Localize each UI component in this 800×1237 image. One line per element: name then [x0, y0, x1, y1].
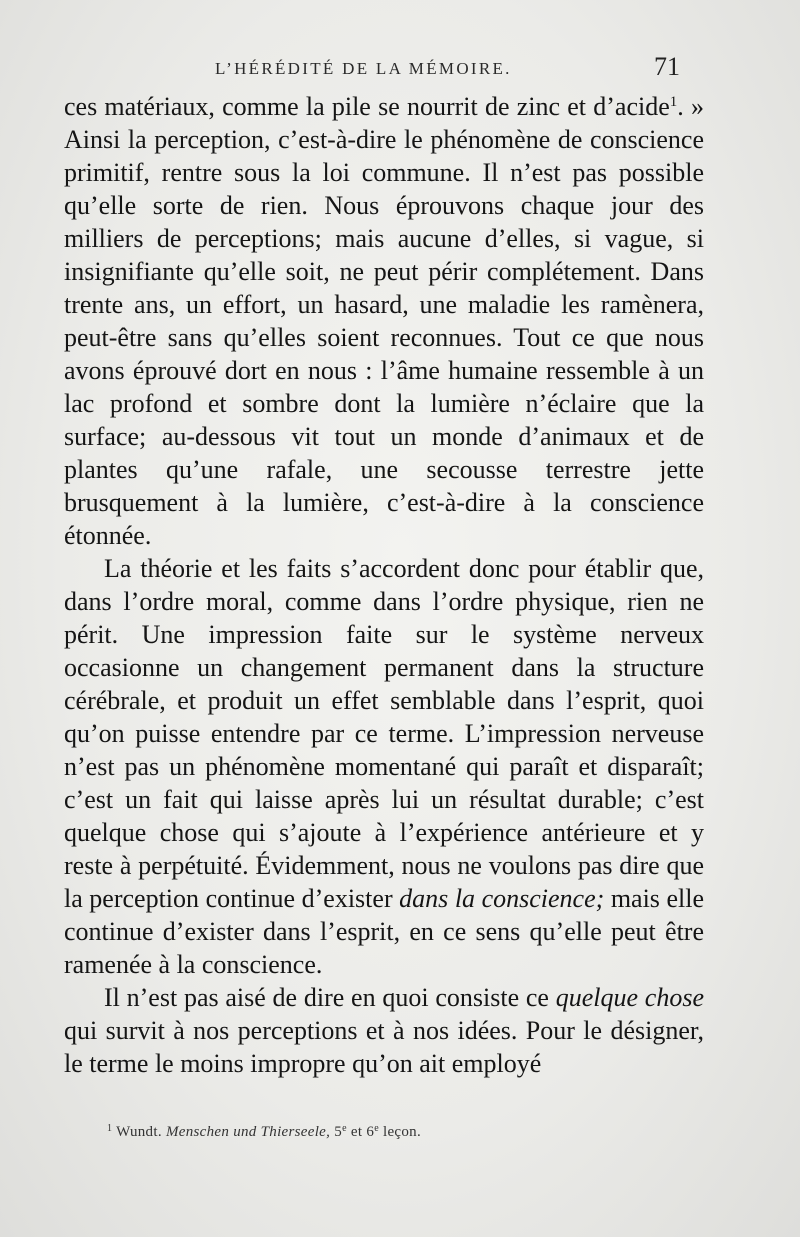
paragraph-2-text-a: La théorie et les faits s’accordent donc pour établir que, dans l’ordre moral, comme dans l’ordre physique, rien ne périt. Une impression faite sur le système nerveux occasionne un changement permanent dans la structure cérébrale, et produit un effet semblable dans l’esprit, quoi qu’on puisse entendre par ce terme. L’impression nerveuse n’est pas un phénomène momentané qui paraît et disparaît; c’est un fait qui laisse après lui un résultat durable; c’est quelque chose qui s’ajoute à l’expérience antérieure et y reste à perpétuité. Évidemment, nous ne voulons pas dire que la perception continue d’exister — [64, 554, 704, 913]
running-title: L’HÉRÉDITÉ DE LA MÉMOIRE. — [215, 59, 512, 78]
paragraph-1-text-a: ces matériaux, comme la pile se nourrit de zinc et d’acide — [64, 92, 670, 121]
paragraph-2-text-b: mais elle continue d’exister dans l’esprit, en ce sens qu’elle peut être ramenée à la conscience. — [64, 884, 704, 979]
paragraph-2 — [64, 552, 704, 981]
footnote-ref-6-sup: e — [374, 1123, 379, 1134]
footnote-author: Wundt. — [116, 1124, 162, 1140]
footnote-et: et — [350, 1124, 363, 1140]
body-text — [64, 90, 704, 1080]
paragraph-3 — [64, 981, 704, 1080]
paragraph-3-text-a: Il n’est pas aisé de dire en quoi consiste ce — [104, 983, 556, 1012]
page-number: 71 — [654, 52, 680, 81]
paragraph-3-italic: quelque chose — [555, 983, 704, 1012]
footnote — [107, 1124, 707, 1141]
paragraph-2-italic: dans la conscience; — [399, 884, 605, 913]
footnote-mark: 1 — [107, 1123, 113, 1134]
footnote-reference: 1 — [669, 94, 678, 110]
paragraph-1-text-b: . » Ainsi la perception, c’est-à-dire le phénomène de conscience primitif, rentre sous la loi commune. Il n’est pas possible qu’elle sorte de rien. Nous éprouvons chaque jour des milliers de perceptions; mais aucune d’elles, si vague, si insignifiante qu’elle soit, ne peut périr complétement. Dans trente ans, un effort, un hasard, une maladie les ramènera, peut-être sans qu’elles soient reconnues. Tout ce que nous avons éprouvé dort en nous : l’âme humaine ressemble à un lac profond et sombre dont la lumière n’éclaire que la surface; au-dessous vit tout un monde d’animaux et de plantes qu’une rafale, une secousse terrestre jette brusquement à la lumière, c’est-à-dire à la conscience étonnée. — [64, 92, 704, 550]
running-header — [210, 50, 680, 86]
footnote-ref-6: 6 — [366, 1124, 375, 1140]
footnote-ref-5: 5 — [334, 1124, 343, 1140]
paragraph-1 — [64, 90, 704, 552]
footnote-lecon: leçon. — [383, 1124, 422, 1140]
paragraph-3-text-b: qui survit à nos perceptions et à nos idées. Pour le désigner, le terme le moins impropre qu’on ait employé — [64, 1016, 704, 1078]
footnote-book-title: Menschen und Thierseele, — [165, 1124, 331, 1140]
footnote-ref-5-sup: e — [342, 1123, 347, 1134]
